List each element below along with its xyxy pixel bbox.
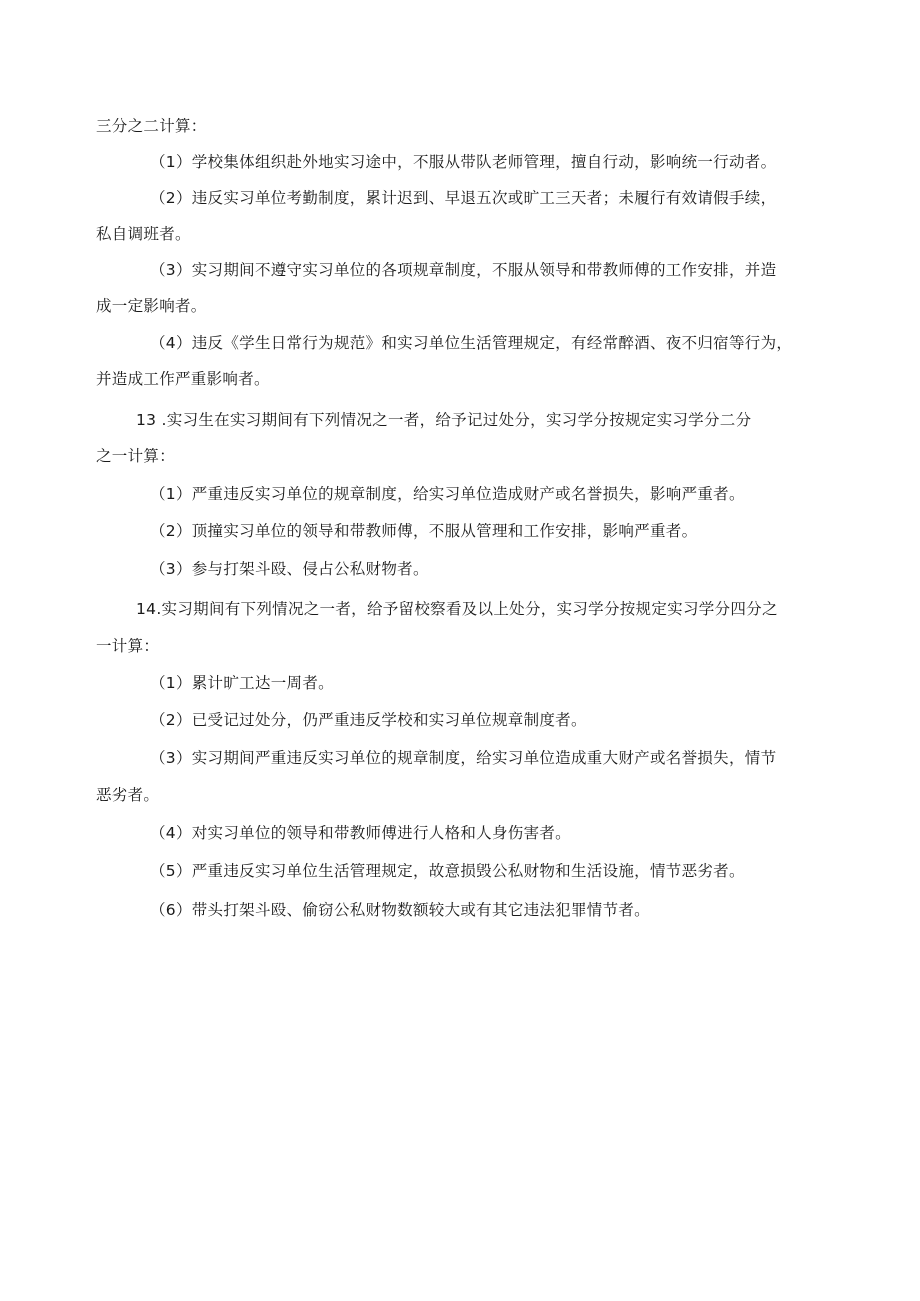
list-item: （2）顶撞实习单位的领导和带教师傅，不服从管理和工作安排，影响严重者。 [150, 522, 698, 540]
paragraph-line: 并造成工作严重影响者。 [96, 370, 270, 388]
list-item: （4）违反《学生日常行为规范》和实习单位生活管理规定，有经常醉酒、夜不归宿等行为， [150, 334, 793, 352]
list-item: （3）参与打架斗殴、侵占公私财物者。 [150, 560, 429, 578]
list-item: （1）学校集体组织赴外地实习途中，不服从带队老师管理，擅自行动，影响统一行动者。 [150, 153, 777, 171]
paragraph-line: 之一计算： [96, 447, 176, 465]
list-item: （6）带头打架斗殴、偷窃公私财物数额较大或有其它违法犯罪情节者。 [150, 901, 650, 919]
list-item: （1）累计旷工达一周者。 [150, 674, 334, 692]
paragraph-line: 成一定影响者。 [96, 297, 207, 315]
paragraph-line: 恶劣者。 [96, 786, 160, 804]
section-item-14: 14.实习期间有下列情况之一者，给予留校察看及以上处分，实习学分按规定实习学分四分之 [136, 600, 778, 618]
list-item: （2）已受记过处分，仍严重违反学校和实习单位规章制度者。 [150, 711, 587, 729]
paragraph-line: 一计算： [96, 637, 160, 655]
section-item-13: 13 .实习生在实习期间有下列情况之一者，给予记过处分，实习学分按规定实习学分二分 [136, 411, 752, 429]
paragraph-line: 私自调班者。 [96, 225, 191, 243]
list-item: （5）严重违反实习单位生活管理规定，故意损毁公私财物和生活设施，情节恶劣者。 [150, 862, 745, 880]
list-item: （3）实习期间严重违反实习单位的规章制度，给实习单位造成重大财产或名誉损失，情节 [150, 749, 777, 767]
list-item: （3）实习期间不遵守实习单位的各项规章制度，不服从领导和带教师傅的工作安排，并造 [150, 261, 777, 279]
list-item: （2）违反实习单位考勤制度，累计迟到、早退五次或旷工三天者；未履行有效请假手续， [150, 189, 777, 207]
list-item: （4）对实习单位的领导和带教师傅进行人格和人身伤害者。 [150, 824, 571, 842]
list-item: （1）严重违反实习单位的规章制度，给实习单位造成财产或名誉损失，影响严重者。 [150, 485, 745, 503]
paragraph-line: 三分之二计算： [96, 117, 207, 135]
